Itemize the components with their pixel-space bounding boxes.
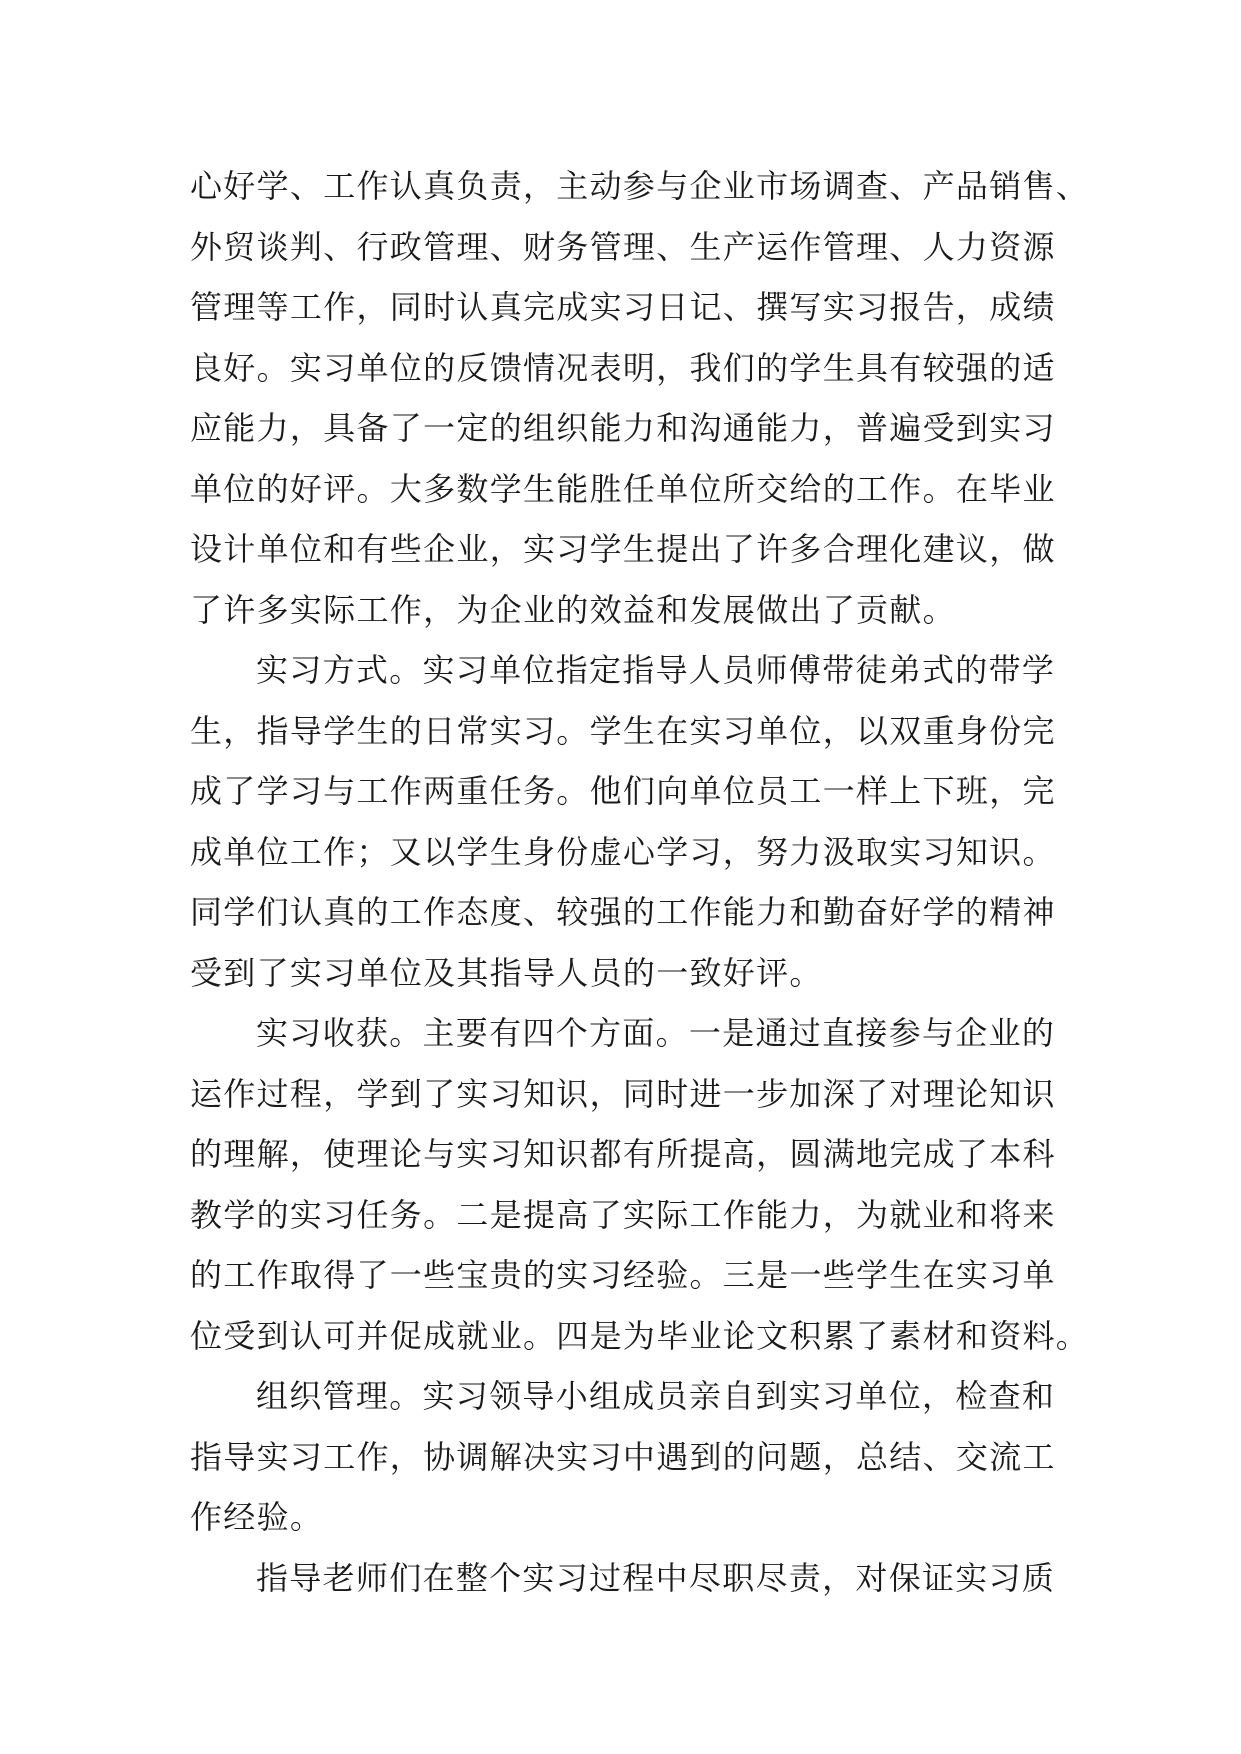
text-line: 指导实习工作，协调解决实习中遇到的问题，总结、交流工	[190, 1437, 1056, 1476]
paragraph-first-line: 组织管理。实习领导小组成员亲自到实习单位，检查和	[256, 1377, 1056, 1415]
paragraph-first-line: 实习方式。实习单位指定指导人员师傅带徒弟式的带学	[256, 651, 1056, 689]
body-text	[190, 156, 1090, 1608]
paragraph-first-line: 实习收获。主要有四个方面。一是通过直接参与企业的	[256, 1014, 1056, 1052]
text-line: 受到了实习单位及其指导人员的一致好评。	[190, 953, 823, 992]
text-line: 位受到认可并促成就业。四是为毕业论文积累了素材和资料。	[190, 1316, 1090, 1355]
text-line: 教学的实习任务。二是提高了实际工作能力，为就业和将来	[190, 1195, 1056, 1234]
text-line: 成了学习与工作两重任务。他们向单位员工一样上下班，完	[190, 772, 1056, 810]
text-line: 应能力，具备了一定的组织能力和沟通能力，普遍受到实习	[190, 409, 1056, 447]
text-line: 的理解，使理论与实习知识都有所提高，圆满地完成了本科	[190, 1135, 1056, 1173]
text-line: 同学们认真的工作态度、较强的工作能力和勤奋好学的精神	[190, 893, 1056, 931]
text-line: 设计单位和有些企业，实习学生提出了许多合理化建议，做	[190, 530, 1056, 568]
text-line: 心好学、工作认真负责，主动参与企业市场调查、产品销售、	[190, 167, 1090, 205]
text-line: 作经验。	[190, 1498, 324, 1536]
text-line: 运作过程，学到了实习知识，同时进一步加深了对理论知识	[190, 1074, 1056, 1113]
text-line: 良好。实习单位的反馈情况表明，我们的学生具有较强的适	[190, 348, 1056, 387]
paragraph-first-line: 指导老师们在整个实习过程中尽职尽责，对保证实习质	[256, 1558, 1056, 1597]
text-line: 外贸谈判、行政管理、财务管理、生产运作管理、人力资源	[190, 227, 1056, 266]
text-line: 的工作取得了一些宝贵的实习经验。三是一些学生在实习单	[190, 1256, 1056, 1294]
text-line: 生，指导学生的日常实习。学生在实习单位，以双重身份完	[190, 711, 1056, 750]
text-line: 成单位工作；又以学生身份虚心学习，努力汲取实习知识。	[190, 832, 1056, 871]
text-line: 管理等工作，同时认真完成实习日记、撰写实习报告，成绩	[190, 288, 1056, 326]
text-line: 单位的好评。大多数学生能胜任单位所交给的工作。在毕业	[190, 469, 1056, 508]
text-line: 了许多实际工作，为企业的效益和发展做出了贡献。	[190, 590, 956, 629]
